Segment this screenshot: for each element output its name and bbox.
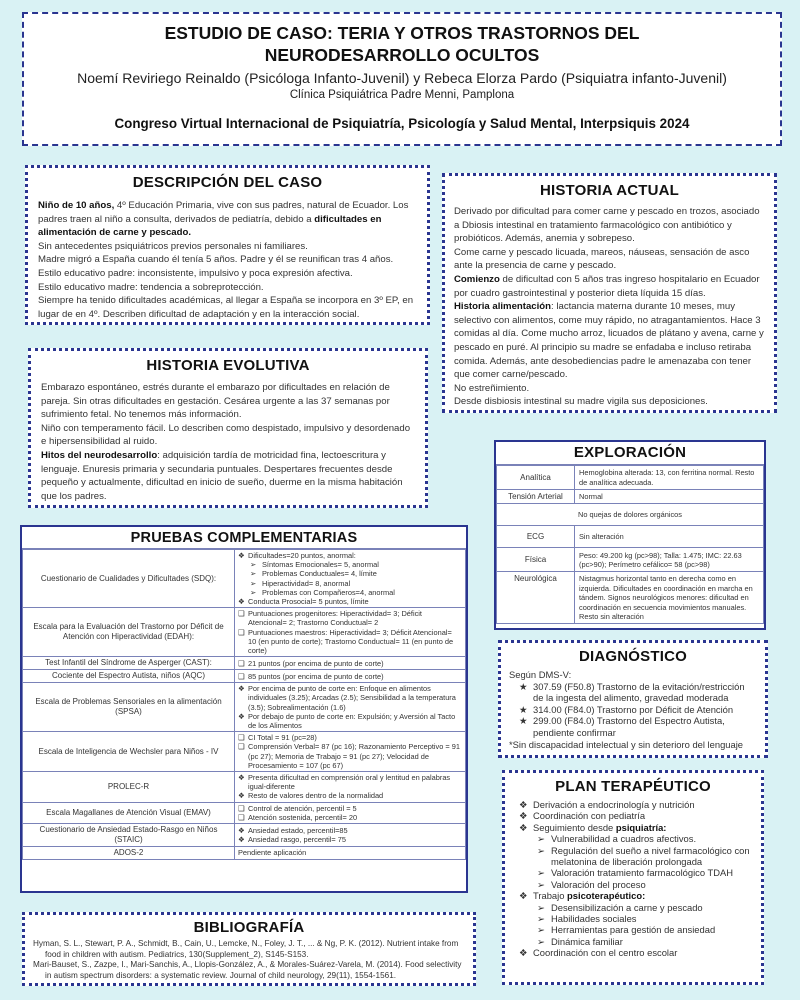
test-results [235, 657, 466, 670]
exploracion-section [494, 440, 766, 630]
descripcion-body: Niño de 10 años, 4º Educación Primaria, vive con sus padres, natural de Ecuador. Los padres traen al niño a consulta, derivados de pediatría, debido a dificultades en alimentación de carne y pescado. Sin antecedentes psiquiátricos previos personales ni familiares. Madre migró a España cuando él tenía 5 años. Padre y él se reunifican tras 4 años. Estilo educativo padre: inconsistente, impulsivo y poca expresión afectiva. Estilo educativo madre: tendencia a sobreprotección. Siempre ha tenido dificultades académicas, al llegar a España se incorpora en 3º EP, en lugar de en 4º. Describen dificultad de adaptación y en la interacción social. [38, 200, 414, 320]
poster-title: ESTUDIO DE CASO: TERIA Y OTROS TRASTORNOS DEL NEURODESARROLLO OCULTOS [164, 23, 640, 65]
evolutiva-section [28, 348, 428, 508]
bibliografia-section [22, 912, 476, 986]
plan-item: ❖ Derivación a endocrinología y nutrición [519, 799, 695, 810]
bullet-icon: ❖ [519, 810, 528, 822]
bullet-icon: ➢ [537, 935, 545, 947]
bullet-icon: ➢ [537, 867, 545, 879]
test-name: Escala Magallanes de Atención Visual (EMAV) [23, 802, 235, 823]
section-title: EXPLORACIÓN [496, 442, 764, 465]
result-item: ➢ Síntomas Emocionales= 5, anormal [238, 560, 462, 569]
result-item: ➢ Problemas con Compañeros=4, anormal [238, 588, 462, 597]
test-results [235, 847, 466, 860]
table-row: No quejas de dolores orgánicos [497, 504, 764, 526]
section-title: PRUEBAS COMPLEMENTARIAS [22, 527, 466, 549]
result-item: ❑ 21 puntos (por encima de punto de corte) [238, 659, 462, 668]
table-row [23, 657, 466, 670]
results-list [238, 773, 462, 801]
table-row [23, 772, 466, 803]
table-row: Analítica Hemoglobina alterada: 13, con ferritina normal. Resto de analítica adecuada. [497, 466, 764, 490]
bullet-icon: ➢ [537, 901, 545, 913]
section-title: HISTORIA ACTUAL [539, 182, 680, 199]
diagnostico-body: Según DMS-V: ★ 307.59 (F50.8) Trastorno de la evitación/restricción de la ingesta del alimento, gravedad moderada ★ 314.00 (F84.0) Trastorno por Déficit de Atención ★ 299.00 (F84.0) Trastorno del Espectro Autista, pendiente confirmar *Sin discapacidad intelectual y sin deterioro del lenguaje [509, 669, 757, 750]
plan-list [513, 799, 753, 959]
bullet-icon: ➢ [537, 878, 545, 890]
pruebas-section [20, 525, 468, 893]
evolutiva-body: Embarazo espontáneo, estrés durante el embarazo por dificultades en relación de pareja. Sin otras dificultades en gestación. Cesárea urgente a las 37 semanas por sufrimiento fetal. No tenemos más información. Niño con temperamento fácil. Lo describen como despistado, impulsivo y desordenado e hipersensibilidad al ruido. Hitos del neurodesarrollo: adquisición tardía de motricidad fina, lectoescritura y lenguaje. Enuresis primaria y secundaria puntuales. Despertares frecuentes desde pequeño y actualmente, dificultad en inicio de sueño, duerme en la misma habitación que los padres. [41, 382, 411, 502]
diagnosis-item: ★ 299.00 (F84.0) Trastorno del Espectro Autista, pendiente confirmar [519, 715, 725, 738]
table-row [23, 732, 466, 772]
congress: Congreso Virtual Internacional de Psiquiatría, Psicología y Salud Mental, Interpsiquis 2024 [114, 116, 690, 131]
descripcion-section [25, 165, 430, 325]
table-row: Tensión Arterial Normal [497, 490, 764, 504]
test-results [235, 824, 466, 847]
result-item: ❑ 85 puntos (por encima de punto de corte) [238, 672, 462, 681]
test-results [235, 670, 466, 683]
table-row: Física Peso: 49.200 kg (pc>98); Talla: 1.475; IMC: 22.63 (pc>90); Perímetro cefálico= 58 (pc>98) [497, 548, 764, 572]
result-item: ❑ Puntuaciones maestros: Hiperactividad= 3; Déficit Atencional= 10 (en punto de corte); Trastorno Conductual= 11 (en punto de corte) [238, 628, 462, 656]
results-list [238, 826, 462, 844]
results-list [238, 672, 462, 681]
clinic: Clínica Psiquiátrica Padre Menni, Pamplona [289, 89, 515, 101]
table-row [23, 824, 466, 847]
plan-item: ❖ Seguimiento desde psiquiatría: [519, 821, 667, 833]
plan-item: ➢ Dinámica familiar [537, 935, 623, 947]
section-title: DESCRIPCIÓN DEL CASO [132, 174, 323, 191]
plan-item: ➢ Desensibilización a carne y pescado [537, 901, 703, 913]
result-item: ❖ Presenta dificultad en comprensión oral y lentitud en palabras igual-diferente [238, 773, 462, 791]
results-list [238, 659, 462, 668]
plan-item: ➢ Valoración del proceso [537, 878, 646, 890]
plan-item: ➢ Valoración tratamiento farmacológico TDAH [537, 867, 734, 879]
result-item: ➢ Problemas Conductuales= 4, límite [238, 569, 462, 578]
result-item: ❖ Dificultades=20 puntos, anormal: [238, 551, 462, 560]
poster-header [22, 12, 782, 146]
diagnostico-section [498, 640, 768, 758]
results-list [238, 551, 462, 606]
star-icon: ★ [519, 680, 528, 692]
bullet-icon: ❖ [519, 799, 528, 810]
diagnosis-item: ★ 307.59 (F50.8) Trastorno de la evitación/restricción de la ingesta del alimento, gravedad moderada [519, 680, 745, 704]
plan-item: ➢ Regulación del sueño a nivel farmacológico con melatonina de liberación prolongada [537, 844, 750, 868]
test-name: Cuestionario de Ansiedad Estado-Rasgo en Niños (STAIC) [23, 824, 235, 847]
test-results [235, 732, 466, 772]
section-title: PLAN TERAPÉUTICO [555, 778, 711, 795]
plan-item: ➢ Habilidades sociales [537, 913, 637, 925]
plan-item: ❖ Coordinación con el centro escolar [519, 947, 678, 959]
results-list [238, 848, 462, 857]
test-name: Escala de Problemas Sensoriales en la alimentación (SPSA) [23, 683, 235, 732]
result-item: ❑ Comprensión Verbal= 87 (pc 16); Razonamiento Perceptivo = 91 (pc 27); Memoria de Trabajo = 91 (pc 27); Velocidad de Procesamiento = 107 (pc 67) [238, 742, 462, 770]
bibliografia-body [33, 939, 465, 981]
test-results [235, 802, 466, 823]
test-name: Test Infantil del Síndrome de Asperger (CAST): [23, 657, 235, 670]
star-icon: ★ [519, 703, 528, 715]
result-item: ➢ Hiperactividad= 8, anormal [238, 579, 462, 588]
result-item: ❖ Por debajo de punto de corte en: Expulsión; y Aversión al Tacto de los Alimentos [238, 712, 462, 730]
plan-item: ➢ Herramientas para gestión de ansiedad [537, 924, 716, 936]
table-row [23, 847, 466, 860]
table-row: ECG Sin alteración [497, 526, 764, 548]
result-item: ❖ Resto de valores dentro de la normalidad [238, 791, 462, 800]
test-results [235, 772, 466, 803]
section-title: HISTORIA EVOLUTIVA [146, 357, 310, 374]
result-item: ❖ Ansiedad rasgo, percentil= 75 [238, 835, 462, 844]
result-item: ❖ Ansiedad estado, percentil=85 [238, 826, 462, 835]
test-name: PROLEC-R [23, 772, 235, 803]
actual-section [442, 173, 777, 413]
pruebas-table [22, 549, 466, 860]
table-row [23, 550, 466, 608]
reference: Mari-Bauset, S., Zazpe, I., Mari-Sanchis, A., Llopis-González, A., & Morales-Suárez-Varela, M. (2014). Food selectivity in autism spectrum disorders: a systematic review. Journal of child neurology, 29(11), 1554-1561. [33, 960, 462, 980]
exploracion-table [496, 465, 764, 624]
table-row [23, 608, 466, 657]
test-results [235, 683, 466, 732]
result-item: ❖ Conducta Prosocial= 5 puntos, límite [238, 597, 462, 606]
bullet-icon: ➢ [537, 913, 545, 925]
diagnosis-item: ★ 314.00 (F84.0) Trastorno por Déficit de Atención [519, 703, 734, 715]
bullet-icon: ❖ [519, 947, 528, 959]
results-list [238, 733, 462, 770]
bullet-icon: ➢ [537, 844, 545, 856]
table-row: Neurológica Nistagmus horizontal tanto en derecha como en izquierda. Dificultades en coordinación en marcha en tándem. Signos neurológicos menores: dificultad en coordinación en secuencia movimientos manuales. Resto sin alteración [497, 572, 764, 624]
section-title: DIAGNÓSTICO [578, 648, 688, 665]
test-name: ADOS-2 [23, 847, 235, 860]
results-list [238, 684, 462, 730]
result-item: ❑ Control de atención, percentil = 5 [238, 804, 462, 813]
bullet-icon: ❖ [519, 821, 528, 833]
diagnostico-list [519, 681, 757, 739]
table-row [23, 802, 466, 823]
test-results [235, 608, 466, 657]
plan-item: ❖ Coordinación con pediatría [519, 810, 646, 822]
test-name: Escala de Inteligencia de Wechsler para Niños - IV [23, 732, 235, 772]
bullet-icon: ➢ [537, 924, 545, 936]
star-icon: ★ [519, 715, 528, 727]
table-row [23, 670, 466, 683]
plan-item: ➢ Vulnerabilidad a cuadros afectivos. [537, 833, 697, 845]
result-item: ❑ CI Total = 91 (pc=28) [238, 733, 462, 742]
result-item: Pendiente aplicación [238, 848, 307, 858]
bullet-icon: ➢ [537, 833, 545, 845]
plan-item: ❖ Trabajo psicoterapéutico: [519, 890, 646, 902]
results-list [238, 804, 462, 822]
reference: Hyman, S. L., Stewart, P. A., Schmidt, B., Cain, U., Lemcke, N., Foley, J. T., ... & Ng, P. K. (2012). Nutrient intake from food in children with autism. Pediatrics, 130(Supplement_2), S145-S153. [33, 939, 459, 959]
test-name: Cuestionario de Cualidades y Dificultades (SDQ): [23, 550, 235, 608]
test-name: Cociente del Espectro Autista, niños (AQC) [23, 670, 235, 683]
result-item: ❑ Puntuaciones progenitores: Hiperactividad= 3; Déficit Atencional= 2; Trastorno Conductual= 2 [238, 609, 462, 627]
result-item: ❖ Por encima de punto de corte en: Enfoque en alimentos individuales (3.25); Arcadas (2.5); Sensibilidad a la temperatura (3.5); Sobrealimentación (1.6) [238, 684, 462, 712]
section-title: BIBLIOGRAFÍA [193, 919, 305, 936]
result-item: ❑ Atención sostenida, percentil= 20 [238, 813, 462, 822]
table-row [23, 683, 466, 732]
results-list [238, 609, 462, 655]
bullet-icon: ❖ [519, 890, 528, 902]
plan-section [502, 770, 764, 985]
authors: Noemí Reviriego Reinaldo (Psicóloga Infanto-Juvenil) y Rebeca Elorza Pardo (Psiquiatra infanto-Juvenil) [77, 70, 727, 86]
actual-body: Derivado por dificultad para comer carne y pescado en trozos, asociado a Dbiosis intestinal en tratamiento farmacológico con antibiótico y probióticos. Además, anemia y sobrepeso. Come carne y pescado licuada, mareos, náuseas, sensación de asco ante la presencia de carne y pescado. Comienzo de dificultad con 5 años tras ingreso hospitalario en Ecuador por cuadro gastrointestinal y posterior dieta líquida 15 días. Historia alimentación: lactancia materna durante 10 meses, muy selectivo con alimentos, come muy rápido, no atragantamientos. Hace 3 comidas al día. Come mucho arroz, licuados de plátano y avena, carne y pescado en puré. Al principio su madre se enfadaba e incluso retiraba comida. Además, ante desobediencias padre le amenazaba con tener que comer carne/pescado. No estreñimiento. Desde disbiosis intestinal su madre vigila sus deposiciones. [454, 206, 764, 408]
test-name: Escala para la Evaluación del Trastorno por Déficit de Atención con Hiperactividad (EDAH): [23, 608, 235, 657]
test-results [235, 550, 466, 608]
